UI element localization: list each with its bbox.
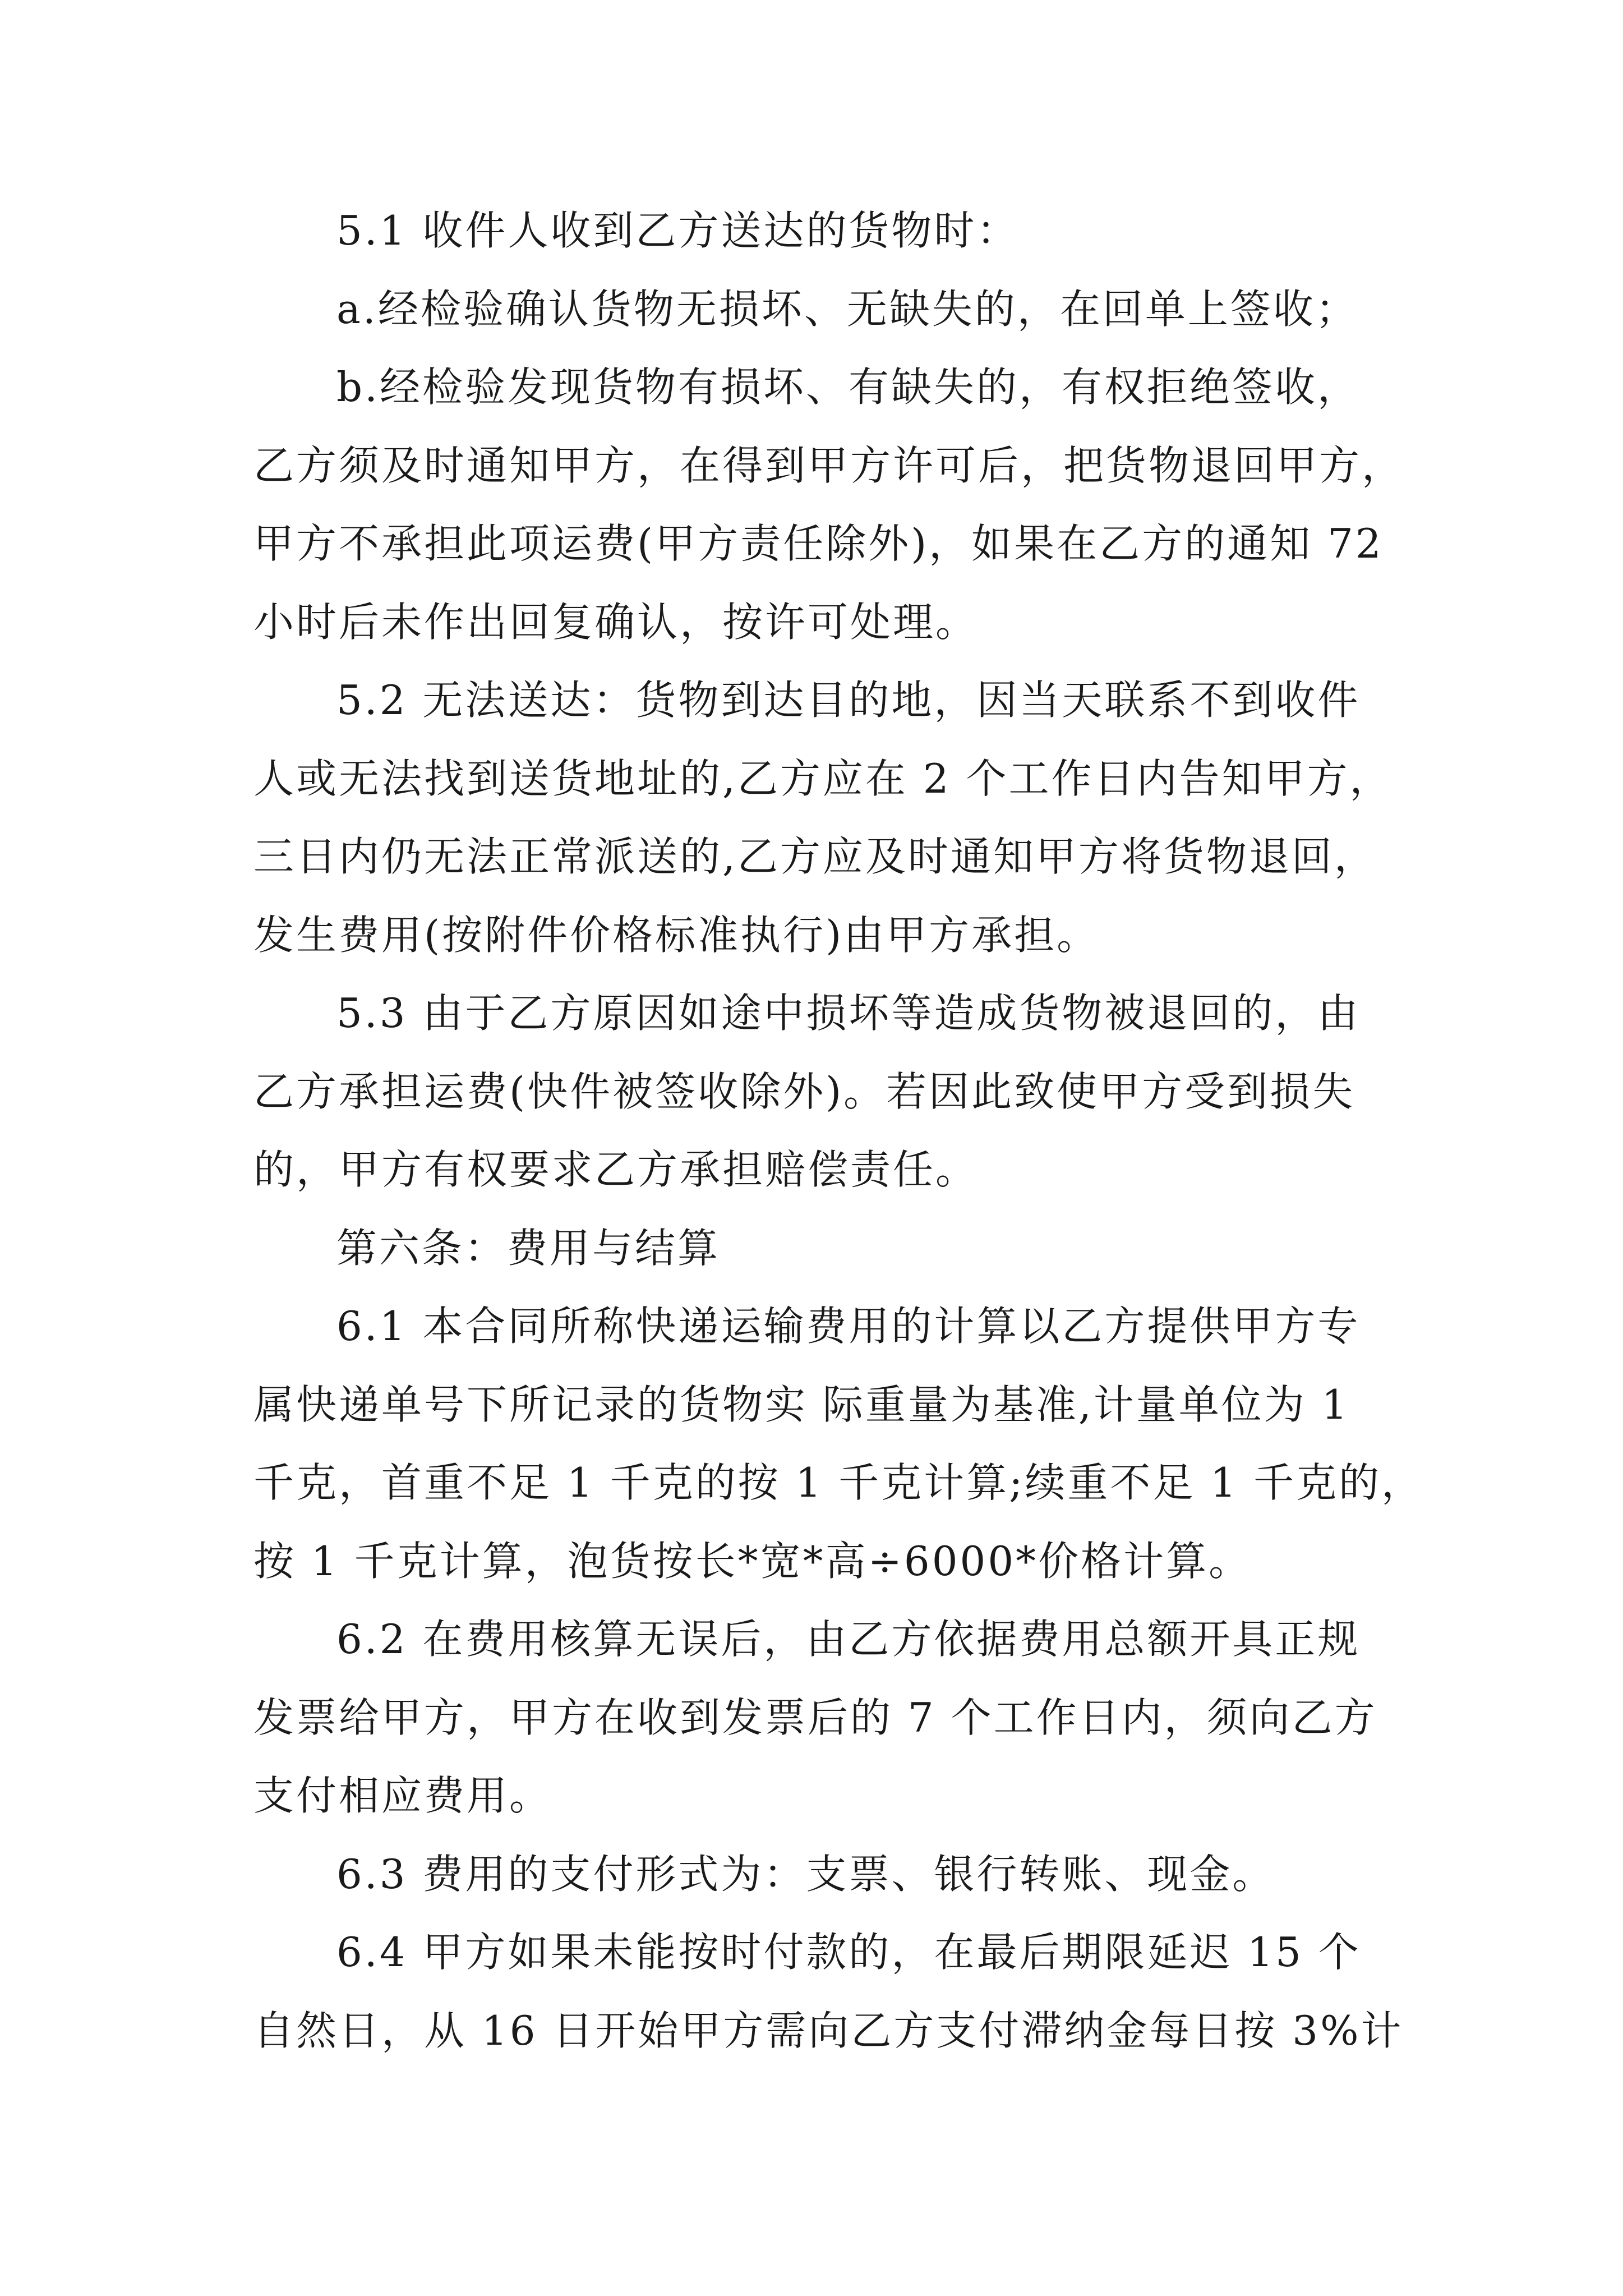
clause-5-3 <box>253 974 1381 1053</box>
document-body <box>253 192 1424 2070</box>
text-line: 的，甲方有权要求乙方承担赔偿责任。 <box>253 1146 979 1193</box>
clause-6-2 <box>253 1600 1381 1679</box>
text-line: 6.2 在费用核算无误后，由乙方依据费用总额开具正规 <box>336 1616 1361 1663</box>
clause-6-3 <box>253 1835 1381 1914</box>
text-line: b.经检验发现货物有损坏、有缺失的，有权拒绝签收， <box>336 364 1360 411</box>
text-line: 人或无法找到送货地址的,乙方应在 2 个工作日内告知甲方， <box>253 754 1393 802</box>
clause-6-4 <box>253 1913 1381 1992</box>
text-line: 甲方不承担此项运费(甲方责任除外)，如果在乙方的通知 72 <box>253 520 1384 567</box>
text-line: 乙方须及时通知甲方，在得到甲方许可后，把货物退回甲方， <box>253 441 1405 489</box>
text-line: 属快递单号下所记录的货物实 际重量为基准,计量单位为 1 <box>253 1381 1350 1428</box>
text-line: 6.4 甲方如果未能按时付款的，在最后期限延迟 15 个 <box>336 1929 1361 1976</box>
text-line: 千克，首重不足 1 千克的按 1 千克计算;续重不足 1 千克的， <box>253 1459 1424 1506</box>
clause-5-1-b <box>253 348 1381 427</box>
clause-6-1 <box>253 1287 1381 1366</box>
clause-5-2 <box>253 661 1381 740</box>
text-line: 6.3 费用的支付形式为：支票、银行转账、现金。 <box>336 1850 1275 1898</box>
text-line: 5.3 由于乙方原因如途中损坏等造成货物被退回的，由 <box>336 990 1361 1037</box>
article-6-heading <box>253 1209 1381 1288</box>
text-line: a.经检验确认货物无损坏、无缺失的，在回单上签收； <box>336 285 1358 333</box>
text-line: 5.2 无法送达：货物到达目的地，因当天联系不到收件 <box>336 677 1361 724</box>
text-line: 三日内仍无法正常派送的,乙方应及时通知甲方将货物退回， <box>253 833 1377 880</box>
clause-5-1-a <box>253 270 1381 349</box>
text-line: 按 1 千克计算，泡货按长*宽*高÷6000*价格计算。 <box>253 1537 1252 1585</box>
text-line: 6.1 本合同所称快递运输费用的计算以乙方提供甲方专 <box>336 1303 1361 1350</box>
text-line: 乙方承担运费(快件被签收除外)。若因此致使甲方受到损失 <box>253 1068 1355 1115</box>
text-line: 小时后未作出回复确认，按许可处理。 <box>253 598 979 646</box>
clause-5-1 <box>253 192 1381 270</box>
text-line: 发生费用(按附件价格标准执行)由甲方承担。 <box>253 911 1100 959</box>
text-line: 自然日，从 16 日开始甲方需向乙方支付滞纳金每日按 3%计 <box>253 2007 1404 2054</box>
text-line: 支付相应费用。 <box>253 1772 552 1819</box>
text-line: 发票给甲方，甲方在收到发票后的 7 个工作日内，须向乙方 <box>253 1694 1377 1741</box>
text-line: 第六条：费用与结算 <box>336 1224 721 1272</box>
text-line: 5.1 收件人收到乙方送达的货物时： <box>336 207 1020 254</box>
